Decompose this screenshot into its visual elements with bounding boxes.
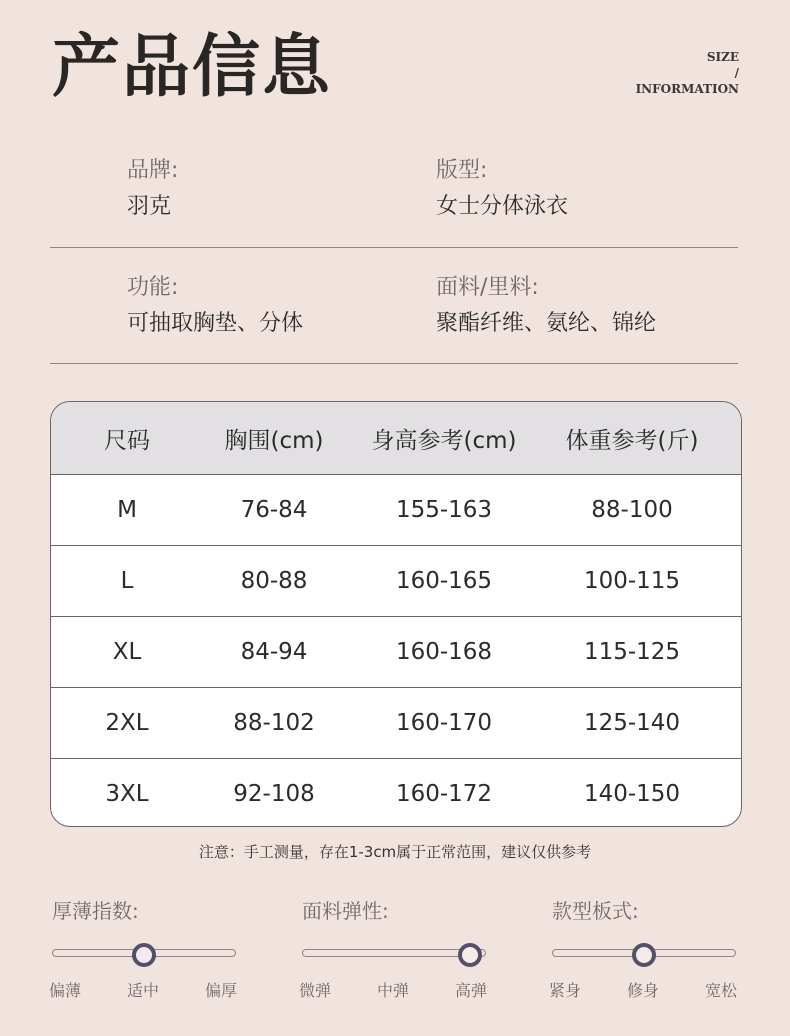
- table-row: [51, 475, 741, 546]
- elasticity-slider-knob: [458, 943, 482, 967]
- fit-style-scale-title: 款型板式:: [552, 899, 639, 923]
- scale-label: 中弹: [377, 981, 410, 1000]
- fit-style-scale: [549, 899, 742, 1000]
- scale-label: 微弹: [299, 981, 332, 1000]
- elasticity-scale: [299, 899, 492, 1000]
- elasticity-scale-title: 面料弹性:: [302, 899, 389, 923]
- cell-bust: 80-88: [240, 568, 308, 594]
- fabric-label: 面料/里料:: [436, 275, 539, 300]
- cell-height: 160-168: [395, 639, 493, 665]
- scale-label: 修身: [627, 981, 660, 1000]
- cell-height: 160-172: [395, 781, 493, 807]
- size-tag-line1: SIZE: [706, 50, 739, 64]
- scale-label: 宽松: [705, 981, 738, 1000]
- style-block: [436, 160, 568, 218]
- cell-size: 2XL: [105, 710, 149, 736]
- info-row-function-fabric: [50, 277, 738, 364]
- cell-size: XL: [112, 639, 142, 665]
- thickness-scale-title: 厚薄指数:: [52, 899, 139, 923]
- cell-weight: 115-125: [583, 639, 681, 665]
- size-tag-line2: INFORMATION: [635, 82, 739, 96]
- fit-style-slider-knob: [632, 943, 656, 967]
- cell-weight: 88-100: [591, 497, 673, 523]
- style-value: 女士分体泳衣: [436, 194, 569, 219]
- brand-value: 羽克: [127, 194, 172, 219]
- scale-label: 适中: [127, 981, 160, 1000]
- cell-weight: 140-150: [583, 781, 681, 807]
- size-information-tag: [636, 49, 739, 97]
- cell-bust: 84-94: [240, 639, 308, 665]
- thickness-slider-knob: [132, 943, 156, 967]
- cell-size: L: [120, 568, 134, 594]
- fabric-value: 聚酯纤维、氨纶、锦纶: [436, 311, 657, 336]
- cell-weight: 100-115: [583, 568, 681, 594]
- style-label: 版型:: [436, 158, 488, 183]
- header-size: 尺码: [104, 427, 150, 454]
- cell-size: M: [117, 497, 137, 523]
- table-row: [51, 688, 741, 759]
- header-height: 身高参考(cm): [371, 427, 517, 454]
- header-bust: 胸围(cm): [224, 427, 324, 454]
- cell-size: 3XL: [105, 781, 149, 807]
- info-row-brand-style: [50, 160, 738, 248]
- table-row: [51, 759, 741, 827]
- cell-height: 160-165: [395, 568, 493, 594]
- scale-label: 高弹: [455, 981, 488, 1000]
- table-row: [51, 546, 741, 617]
- cell-weight: 125-140: [583, 710, 681, 736]
- scale-label: 紧身: [549, 981, 582, 1000]
- size-table: [50, 401, 742, 827]
- elasticity-scale-labels: [299, 978, 494, 998]
- table-row: [51, 617, 741, 688]
- brand-label: 品牌:: [127, 158, 179, 183]
- fit-style-scale-labels: [549, 978, 744, 998]
- cell-bust: 88-102: [233, 710, 315, 736]
- measurement-note: 注意：手工测量，存在1-3cm属于正常范围，建议仅供参考: [198, 843, 592, 861]
- function-label: 功能:: [127, 275, 179, 300]
- cell-bust: 92-108: [233, 781, 315, 807]
- scale-label: 偏厚: [205, 981, 238, 1000]
- header-weight: 体重参考(斤): [565, 427, 699, 454]
- cell-height: 160-170: [395, 710, 493, 736]
- brand-block: [127, 160, 178, 218]
- cell-height: 155-163: [395, 497, 493, 523]
- size-table-header: [51, 402, 741, 475]
- cell-bust: 76-84: [240, 497, 308, 523]
- function-value: 可抽取胸垫、分体: [127, 311, 304, 336]
- fabric-block: [436, 277, 656, 335]
- page-title: 产品信息: [52, 28, 333, 107]
- thickness-scale: [49, 899, 242, 1000]
- thickness-scale-labels: [49, 978, 244, 998]
- size-tag-slash: /: [734, 66, 739, 80]
- function-block: [127, 277, 303, 335]
- scale-label: 偏薄: [49, 981, 82, 1000]
